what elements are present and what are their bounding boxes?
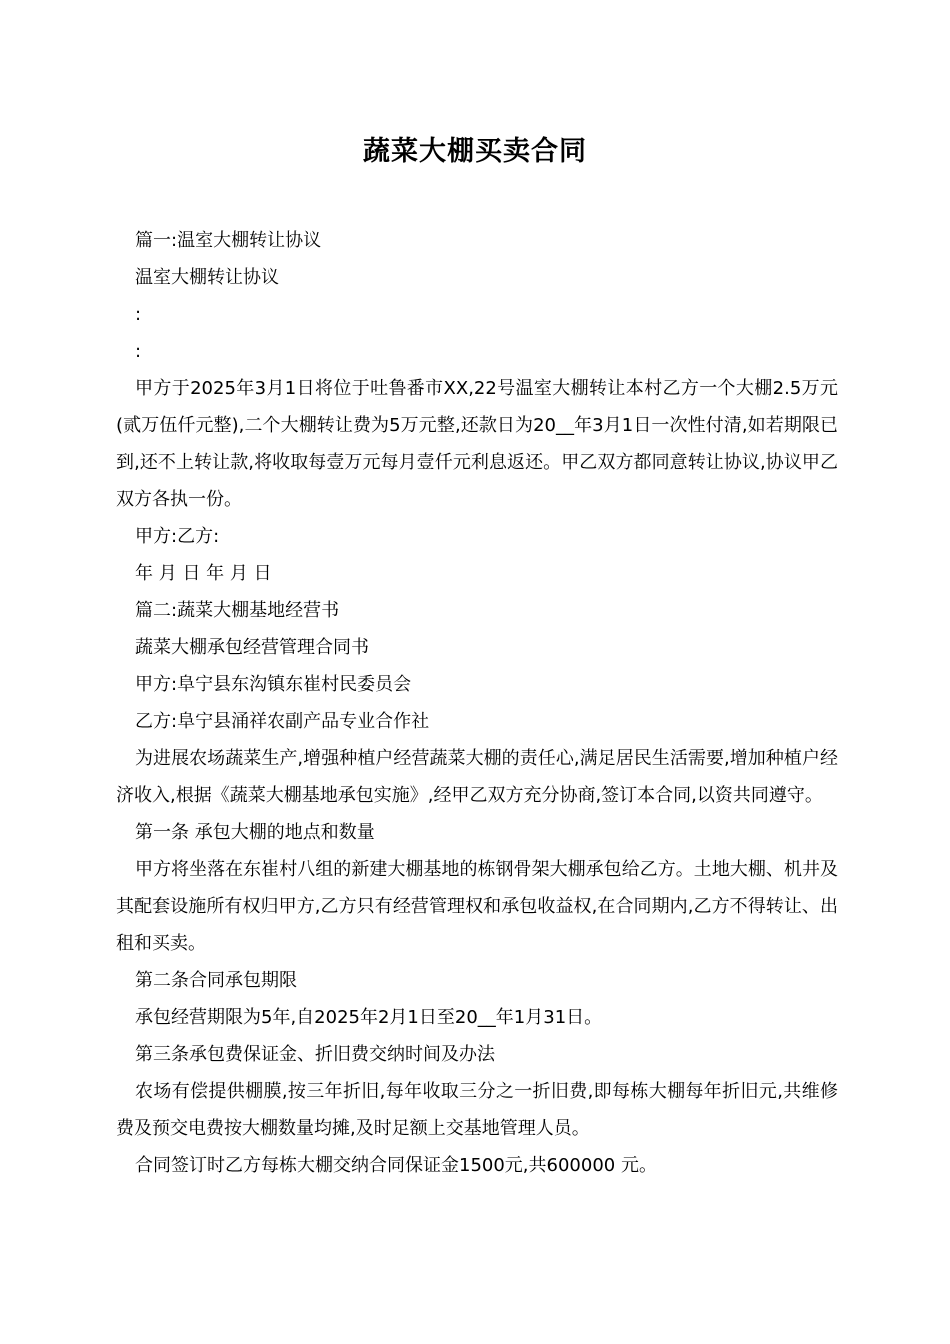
paragraph-article-1-heading: 第一条 承包大棚的地点和数量 <box>135 822 375 843</box>
paragraph-colon-2: : <box>135 341 142 362</box>
document-body <box>116 222 838 1184</box>
paragraph-colon-1: : <box>135 304 142 325</box>
paragraph-contract-title: 蔬菜大棚承包经营管理合同书 <box>135 637 369 658</box>
paragraph-article-1-body: 甲方将坐落在东崔村八组的新建大棚基地的栋钢骨架大棚承包给乙方。土地大棚、机井及其配套设施所有权归甲方,乙方只有经营管理权和承包收益权,在合同期内,乙方不得转让、出租和买卖。 <box>116 859 838 954</box>
paragraph-parties-signature: 甲方:乙方: <box>135 526 220 547</box>
paragraph-transfer-terms: 甲方于2025年3月1日将位于吐鲁番市XX,22号温室大棚转让本村乙方一个大棚2.5万元(贰万伍仟元整),二个大棚转让费为5万元整,还款日为20__年3月1日一次性付清,如若期限已到,还不上转让款,将收取每壹万元每月壹仟元利息返还。甲乙双方都同意转让协议,协议甲乙双方各执一份。 <box>116 378 838 510</box>
paragraph-preamble: 为进展农场蔬菜生产,增强种植户经营蔬菜大棚的责任心,满足居民生活需要,增加种植户经济收入,根据《蔬菜大棚基地承包实施》,经甲乙双方充分协商,签订本合同,以资共同遵守。 <box>116 748 838 806</box>
paragraph-agreement-title: 温室大棚转让协议 <box>135 267 279 288</box>
paragraph-article-3-body: 农场有偿提供棚膜,按三年折旧,每年收取三分之一折旧费,即每栋大棚每年折旧元,共维修费及预交电费按大棚数量均摊,及时足额上交基地管理人员。 <box>116 1081 838 1139</box>
paragraph-section-one-heading: 篇一:温室大棚转让协议 <box>135 230 322 251</box>
paragraph-article-3-heading: 第三条承包费保证金、折旧费交纳时间及办法 <box>135 1044 495 1065</box>
paragraph-section-two-heading: 篇二:蔬菜大棚基地经营书 <box>135 600 340 621</box>
paragraph-article-2-body: 承包经营期限为5年,自2025年2月1日至20__年1月31日。 <box>135 1007 603 1028</box>
paragraph-deposit-terms: 合同签订时乙方每栋大棚交纳合同保证金1500元,共600000 元。 <box>135 1155 657 1176</box>
paragraph-party-b: 乙方:阜宁县涌祥农副产品专业合作社 <box>135 711 430 732</box>
paragraph-article-2-heading: 第二条合同承包期限 <box>135 970 297 991</box>
paragraph-party-a: 甲方:阜宁县东沟镇东崔村民委员会 <box>135 674 412 695</box>
paragraph-signature-dates: 年 月 日 年 月 日 <box>135 563 272 584</box>
document-title: 蔬菜大棚买卖合同 <box>363 136 587 167</box>
